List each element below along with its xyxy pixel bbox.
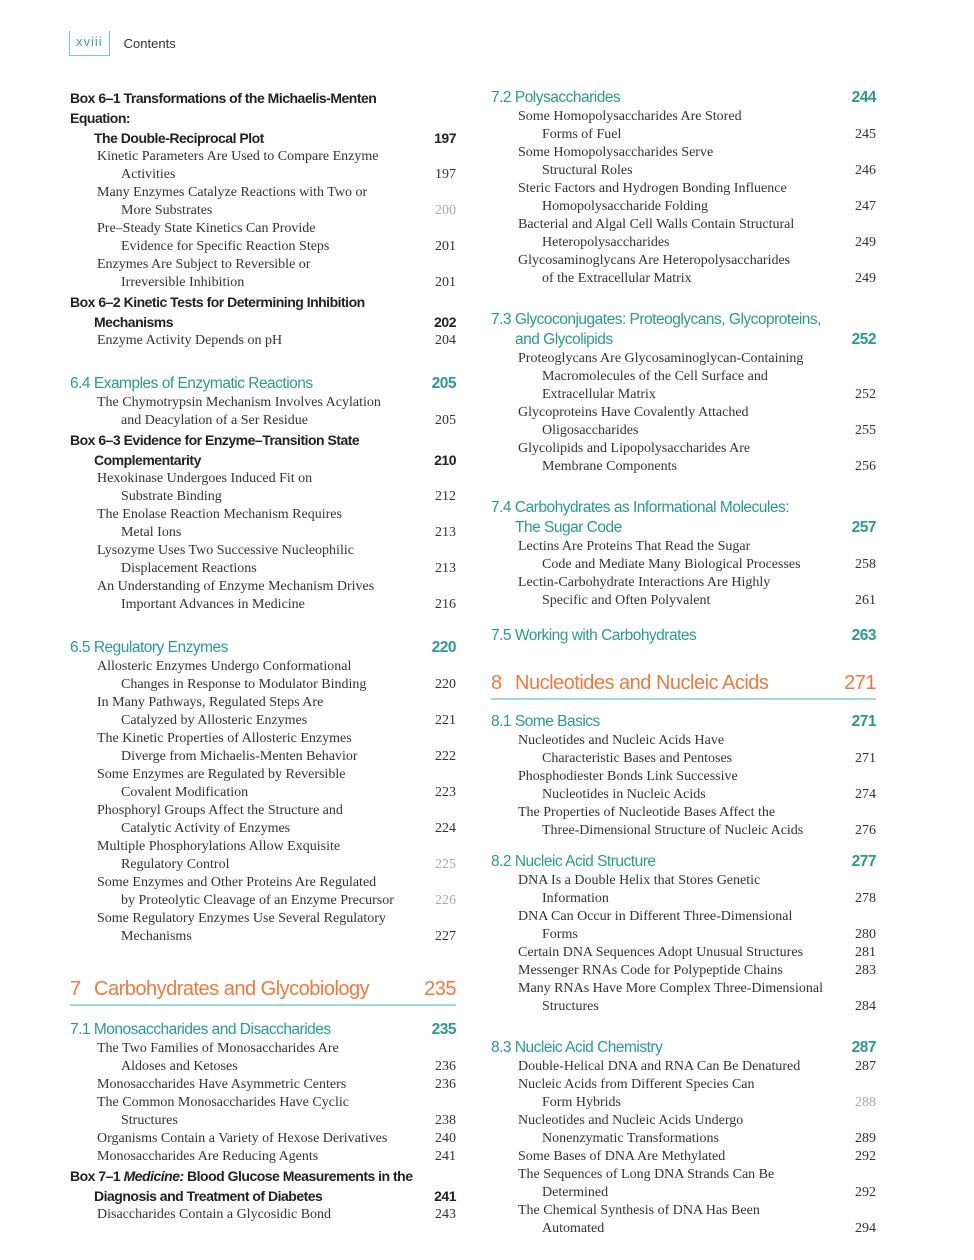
toc-entry[interactable]: Some Enzymes are Regulated by Reversible Covalent Modification 223 — [97, 767, 456, 800]
page-header — [69, 30, 176, 56]
page-ref: 271 — [855, 751, 876, 766]
page-ref: 276 — [855, 823, 876, 838]
page-ref: 287 — [851, 1039, 876, 1056]
toc-entry[interactable]: DNA Can Occur in Different Three-Dimensional Forms 280 — [518, 909, 876, 942]
page-ref: 201 — [435, 239, 456, 254]
toc-entry[interactable]: The Enolase Reaction Mechanism Requires Metal Ions 213 — [97, 507, 456, 540]
toc-entry[interactable]: Enzymes Are Subject to Reversible or Irreversible Inhibition 201 — [97, 257, 456, 290]
toc-section-7-5[interactable]: 7.5 Working with Carbohydrates 263 — [491, 627, 876, 644]
page-ref: 223 — [435, 785, 456, 800]
page-ref: 200 — [435, 203, 456, 218]
toc-entry[interactable]: Some Homopolysaccharides Are Stored Forms of Fuel 245 — [518, 109, 876, 142]
page-ref: 271 — [851, 713, 876, 730]
toc-entry[interactable]: Some Homopolysaccharides Serve Structural Roles 246 — [518, 145, 876, 178]
toc-box-7-1[interactable]: Box 7–1 Medicine: Blood Glucose Measurements in the Diagnosis and Treatment of Diabetes 241 — [70, 1168, 456, 1204]
toc-right-column — [491, 88, 876, 1238]
toc-box-6-3[interactable]: Box 6–3 Evidence for Enzyme–Transition State Complementarity 210 — [70, 432, 456, 468]
page-ref: 292 — [855, 1149, 876, 1164]
toc-entry[interactable]: The Chymotrypsin Mechanism Involves Acylation and Deacylation of a Ser Residue 205 — [97, 395, 456, 428]
page-ref: 241 — [435, 1149, 456, 1164]
toc-entry[interactable]: Lectin-Carbohydrate Interactions Are Highly Specific and Often Polyvalent 261 — [518, 575, 876, 608]
toc-entry[interactable]: Steric Factors and Hydrogen Bonding Influence Homopolysaccharide Folding 247 — [518, 181, 876, 214]
page-ref: 280 — [855, 927, 876, 942]
toc-entry[interactable]: Disaccharides Contain a Glycosidic Bond 243 — [97, 1207, 456, 1222]
toc-entry[interactable]: Phosphoryl Groups Affect the Structure and Catalytic Activity of Enzymes 224 — [97, 803, 456, 836]
page-ref: 283 — [855, 963, 876, 978]
toc-left-column — [70, 88, 456, 1224]
page-ref: 244 — [851, 89, 876, 106]
page-ref: 225 — [435, 857, 456, 872]
page-ref: 236 — [435, 1059, 456, 1074]
toc-entry[interactable]: The Sequences of Long DNA Strands Can Be Determined 292 — [518, 1167, 876, 1200]
page-ref: 212 — [435, 489, 456, 504]
page-ref: 202 — [434, 314, 456, 330]
page-ref: 281 — [855, 945, 876, 960]
toc-entry[interactable]: The Properties of Nucleotide Bases Affect the Three-Dimensional Structure of Nucleic Acids 276 — [518, 805, 876, 838]
page-ref: 252 — [851, 331, 876, 348]
page-ref: 210 — [434, 452, 456, 468]
toc-entry[interactable]: Proteoglycans Are Glycosaminoglycan-Containing Macromolecules of the Cell Surface and Extracellular Matrix 252 — [518, 351, 876, 402]
toc-entry[interactable]: Some Bases of DNA Are Methylated 292 — [518, 1149, 876, 1164]
toc-section-7-3[interactable]: 7.3 Glycoconjugates: Proteoglycans, Glycoproteins, and Glycolipids 252 — [491, 311, 876, 348]
page-ref: 252 — [855, 387, 876, 402]
page-ref: 287 — [855, 1059, 876, 1074]
page-ref: 255 — [855, 423, 876, 438]
toc-entry[interactable]: Bacterial and Algal Cell Walls Contain Structural Heteropolysaccharides 249 — [518, 217, 876, 250]
page-ref: 278 — [855, 891, 876, 906]
page-ref: 204 — [435, 333, 456, 348]
page-ref: 249 — [855, 271, 876, 286]
page-ref: 220 — [431, 639, 456, 656]
toc-entry[interactable]: Monosaccharides Are Reducing Agents 241 — [97, 1149, 456, 1164]
toc-chapter-8[interactable]: 8 Nucleotides and Nucleic Acids 271 — [491, 670, 876, 700]
toc-entry[interactable]: Monosaccharides Have Asymmetric Centers 236 — [97, 1077, 456, 1092]
toc-entry[interactable]: DNA Is a Double Helix that Stores Genetic Information 278 — [518, 873, 876, 906]
page-ref: 261 — [855, 593, 876, 608]
page-ref: 222 — [435, 749, 456, 764]
page-ref: 227 — [435, 929, 456, 944]
page-ref: 221 — [435, 713, 456, 728]
page-ref: 235 — [424, 978, 456, 1000]
toc-entry[interactable]: The Two Families of Monosaccharides Are Aldoses and Ketoses 236 — [97, 1041, 456, 1074]
toc-entry[interactable]: Phosphodiester Bonds Link Successive Nucleotides in Nucleic Acids 274 — [518, 769, 876, 802]
toc-entry[interactable]: Messenger RNAs Code for Polypeptide Chains 283 — [518, 963, 876, 978]
toc-entry[interactable]: Nucleotides and Nucleic Acids Have Characteristic Bases and Pentoses 271 — [518, 733, 876, 766]
page-ref: 238 — [435, 1113, 456, 1128]
page-ref: 243 — [435, 1207, 456, 1222]
toc-section-8-2[interactable]: 8.2 Nucleic Acid Structure 277 — [491, 853, 876, 870]
page-ref: 277 — [851, 853, 876, 870]
page-ref: 258 — [855, 557, 876, 572]
page-ref: 205 — [431, 375, 456, 392]
toc-section-7-4[interactable]: 7.4 Carbohydrates as Informational Molecules: The Sugar Code 257 — [491, 499, 876, 536]
toc-entry[interactable]: Organisms Contain a Variety of Hexose Derivatives 240 — [97, 1131, 456, 1146]
toc-entry[interactable]: In Many Pathways, Regulated Steps Are Catalyzed by Allosteric Enzymes 221 — [97, 695, 456, 728]
toc-entry[interactable]: Some Regulatory Enzymes Use Several Regulatory Mechanisms 227 — [97, 911, 456, 944]
toc-entry[interactable]: Lectins Are Proteins That Read the Sugar Code and Mediate Many Biological Processes 258 — [518, 539, 876, 572]
toc-entry[interactable]: Glycolipids and Lipopolysaccharides Are Membrane Components 256 — [518, 441, 876, 474]
page-ref: 226 — [435, 893, 456, 908]
page-ref: 294 — [855, 1221, 876, 1236]
toc-section-6-5[interactable]: 6.5 Regulatory Enzymes 220 — [70, 639, 456, 656]
page-ref: 245 — [855, 127, 876, 142]
toc-entry[interactable]: An Understanding of Enzyme Mechanism Drives Important Advances in Medicine 216 — [97, 579, 456, 612]
toc-entry[interactable]: Glycosaminoglycans Are Heteropolysaccharides of the Extracellular Matrix 249 — [518, 253, 876, 286]
toc-entry[interactable]: Some Enzymes and Other Proteins Are Regulated by Proteolytic Cleavage of an Enzyme Precursor 226 — [97, 875, 456, 908]
toc-entry[interactable]: The Common Monosaccharides Have Cyclic Structures 238 — [97, 1095, 456, 1128]
toc-entry[interactable]: Nucleotides and Nucleic Acids Undergo Nonenzymatic Transformations 289 — [518, 1113, 876, 1146]
toc-section-8-3[interactable]: 8.3 Nucleic Acid Chemistry 287 — [491, 1039, 876, 1056]
toc-entry[interactable]: Kinetic Parameters Are Used to Compare Enzyme Activities 197 — [97, 149, 456, 182]
page-ref: 201 — [435, 275, 456, 290]
toc-entry[interactable]: Many Enzymes Catalyze Reactions with Two or More Substrates 200 — [97, 185, 456, 218]
page-ref: 213 — [435, 561, 456, 576]
page-ref: 257 — [851, 519, 876, 536]
toc-entry[interactable]: Multiple Phosphorylations Allow Exquisite Regulatory Control 225 — [97, 839, 456, 872]
page-ref: 246 — [855, 163, 876, 178]
page-number: xviii — [69, 31, 110, 56]
toc-entry[interactable]: The Kinetic Properties of Allosteric Enzymes Diverge from Michaelis-Menten Behavior 222 — [97, 731, 456, 764]
page-ref: 284 — [855, 999, 876, 1014]
page-ref: 256 — [855, 459, 876, 474]
page-ref: 263 — [851, 627, 876, 644]
toc-section-8-1[interactable]: 8.1 Some Basics 271 — [491, 713, 876, 730]
page-ref: 224 — [435, 821, 456, 836]
page-ref: 197 — [435, 167, 456, 182]
toc-box-6-1[interactable]: Box 6–1 Transformations of the Michaelis-Menten Equation: The Double-Reciprocal Plot 197 — [70, 90, 456, 146]
toc-box-6-2[interactable]: Box 6–2 Kinetic Tests for Determining Inhibition Mechanisms 202 — [70, 294, 456, 330]
toc-entry[interactable]: Hexokinase Undergoes Induced Fit on Substrate Binding 212 — [97, 471, 456, 504]
running-title: Contents — [123, 35, 176, 51]
page-ref: 220 — [435, 677, 456, 692]
page-ref: 288 — [855, 1095, 876, 1110]
page-ref: 240 — [435, 1131, 456, 1146]
toc-entry[interactable]: Many RNAs Have More Complex Three-Dimensional Structures 284 — [518, 981, 876, 1014]
page-ref: 213 — [435, 525, 456, 540]
toc-entry[interactable]: Certain DNA Sequences Adopt Unusual Structures 281 — [518, 945, 876, 960]
toc-entry[interactable]: Glycoproteins Have Covalently Attached Oligosaccharides 255 — [518, 405, 876, 438]
toc-entry[interactable]: Allosteric Enzymes Undergo Conformational Changes in Response to Modulator Binding 220 — [97, 659, 456, 692]
page-ref: 205 — [435, 413, 456, 428]
toc-entry[interactable]: The Chemical Synthesis of DNA Has Been Automated 294 — [518, 1203, 876, 1236]
toc-entry[interactable]: Double-Helical DNA and RNA Can Be Denatured 287 — [518, 1059, 876, 1074]
page-ref: 236 — [435, 1077, 456, 1092]
page-ref: 235 — [431, 1021, 456, 1038]
toc-entry[interactable]: Pre–Steady State Kinetics Can Provide Evidence for Specific Reaction Steps 201 — [97, 221, 456, 254]
toc-chapter-7[interactable]: 7 Carbohydrates and Glycobiology 235 — [70, 976, 456, 1006]
page-ref: 247 — [855, 199, 876, 214]
page-ref: 249 — [855, 235, 876, 250]
page-ref: 274 — [855, 787, 876, 802]
toc-section-6-4[interactable]: 6.4 Examples of Enzymatic Reactions 205 — [70, 375, 456, 392]
page-ref: 271 — [844, 672, 876, 694]
toc-entry[interactable]: Nucleic Acids from Different Species Can Form Hybrids 288 — [518, 1077, 876, 1110]
page-ref: 289 — [855, 1131, 876, 1146]
toc-section-7-2[interactable]: 7.2 Polysaccharides 244 — [491, 89, 876, 106]
page-ref: 241 — [434, 1188, 456, 1204]
toc-entry[interactable]: Enzyme Activity Depends on pH 204 — [97, 333, 456, 348]
toc-entry[interactable]: Lysozyme Uses Two Successive Nucleophilic Displacement Reactions 213 — [97, 543, 456, 576]
page-ref: 292 — [855, 1185, 876, 1200]
page-ref: 197 — [434, 130, 456, 146]
page-ref: 216 — [435, 597, 456, 612]
toc-section-7-1[interactable]: 7.1 Monosaccharides and Disaccharides 235 — [70, 1021, 456, 1038]
